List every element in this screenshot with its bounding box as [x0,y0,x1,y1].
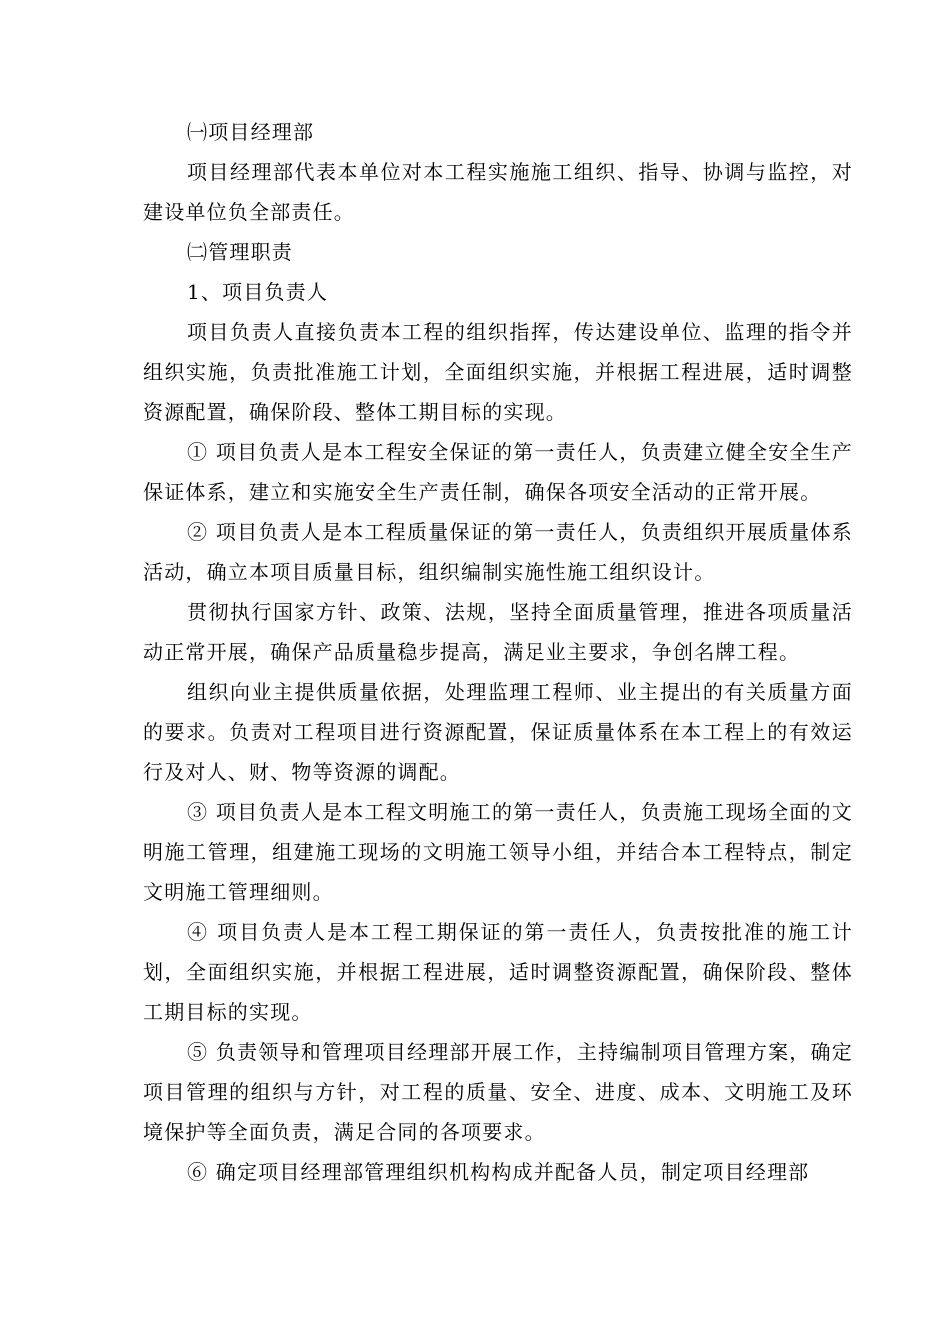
paragraph-item-1-safety: ① 项目负责人是本工程安全保证的第一责任人，负责建立健全安全生产保证体系，建立和实施安全生产责任制，确保各项安全活动的正常开展。 [143,440,853,504]
paragraph-department-role: 项目经理部代表本单位对本工程实施施工组织、指导、协调与监控，对建设单位负全部责任。 [143,160,853,224]
heading-project-department: ㈠项目经理部 [187,120,315,144]
heading-project-leader: 1、项目负责人 [187,280,329,304]
paragraph-item-2-quality: ② 项目负责人是本工程质量保证的第一责任人，负责组织开展质量体系活动，确立本项目质量目标，组织编制实施性施工组织设计。 [143,520,853,584]
paragraph-item-3-civilized: ③ 项目负责人是本工程文明施工的第一责任人，负责施工现场全面的文明施工管理，组建施工现场的文明施工领导小组，并结合本工程特点，制定文明施工管理细则。 [143,800,853,904]
document-page [143,112,853,1192]
heading-management-duties: ㈡管理职责 [187,240,293,264]
paragraph-quality-policy: 贯彻执行国家方针、政策、法规，坚持全面质量管理，推进各项质量活动正常开展，确保产品质量稳步提高，满足业主要求，争创名牌工程。 [143,600,853,664]
paragraph-item-4-schedule: ④ 项目负责人是本工程工期保证的第一责任人，负责按批准的施工计划，全面组织实施，并根据工程进展，适时调整资源配置，确保阶段、整体工期目标的实现。 [143,920,853,1024]
paragraph-quality-basis: 组织向业主提供质量依据，处理监理工程师、业主提出的有关质量方面的要求。负责对工程项目进行资源配置，保证质量体系在本工程上的有效运行及对人、财、物等资源的调配。 [143,680,853,784]
paragraph-item-6-organization: ⑥ 确定项目经理部管理组织机构构成并配备人员，制定项目经理部 [187,1160,810,1184]
paragraph-item-5-leadership: ⑤ 负责领导和管理项目经理部开展工作，主持编制项目管理方案，确定项目管理的组织与方针，对工程的质量、安全、进度、成本、文明施工及环境保护等全面负责，满足合同的各项要求。 [143,1040,853,1144]
paragraph-leader-overview: 项目负责人直接负责本工程的组织指挥，传达建设单位、监理的指令并组织实施，负责批准施工计划，全面组织实施，并根据工程进展，适时调整资源配置，确保阶段、整体工期目标的实现。 [143,320,853,424]
